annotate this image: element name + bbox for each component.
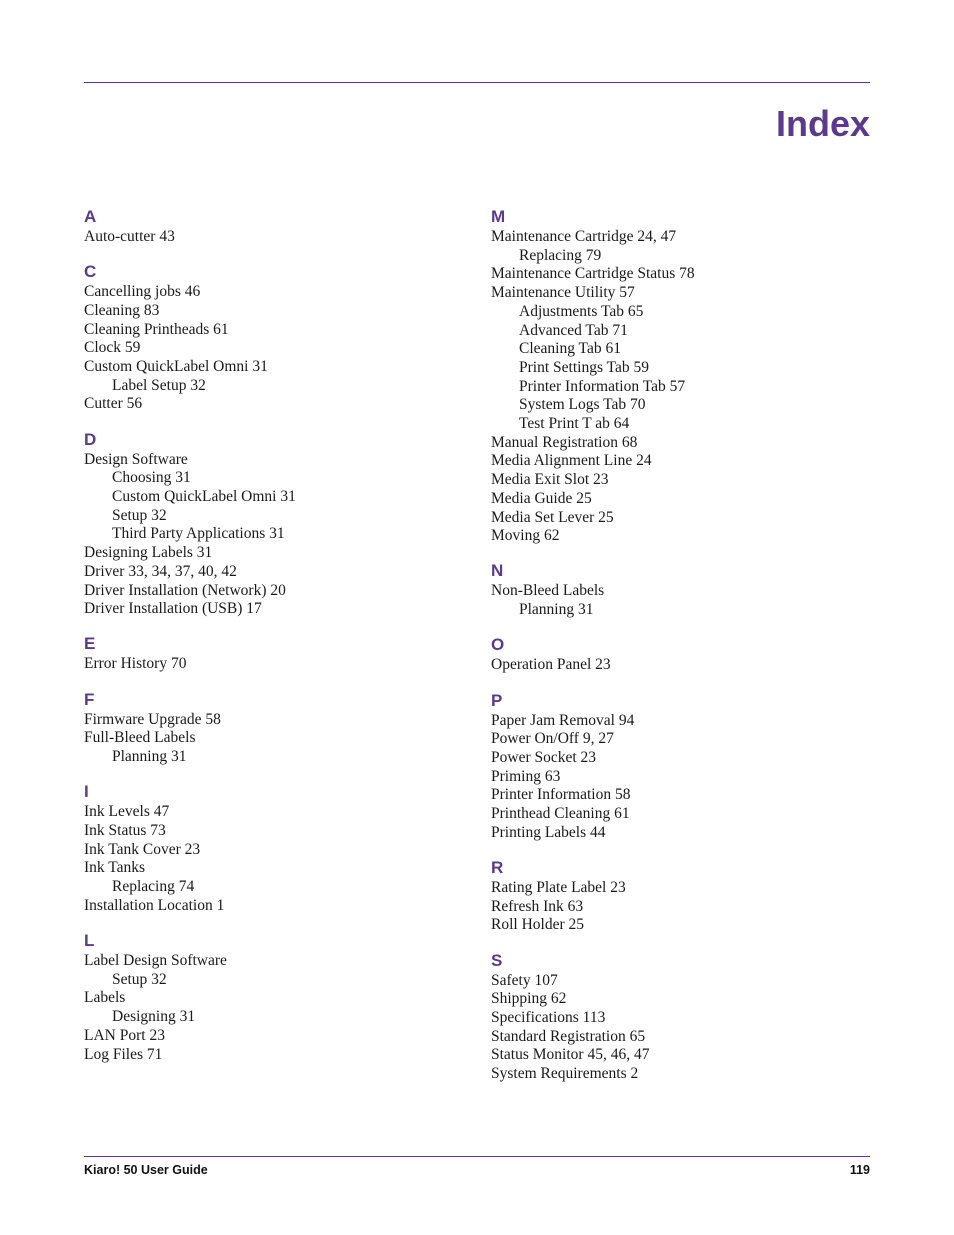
section-letter: P: [491, 690, 503, 710]
index-subentry: Label Setup 32: [112, 376, 206, 394]
index-entry: Priming 63: [491, 767, 561, 785]
section-letter: I: [84, 782, 89, 802]
section-letter: F: [84, 689, 95, 709]
index-entry: Operation Panel 23: [491, 656, 611, 674]
index-entry: Power Socket 23: [491, 748, 597, 766]
index-entry: Moving 62: [491, 527, 560, 545]
index-subentry: System Logs Tab 70: [519, 396, 646, 414]
index-subentry: Print Settings Tab 59: [519, 358, 649, 376]
footer-rule: [84, 1156, 870, 1157]
section-letter: C: [84, 262, 97, 282]
index-entry: Error History 70: [84, 655, 187, 673]
index-entry: Ink Levels 47: [84, 803, 170, 821]
index-entry: Labels: [84, 989, 126, 1007]
index-subentry: Adjustments Tab 65: [519, 302, 644, 320]
index-entry: Safety 107: [491, 971, 558, 989]
index-entry: Refresh Ink 63: [491, 897, 584, 915]
index-section-c: [84, 261, 464, 414]
index-entry: Cleaning 83: [84, 301, 160, 319]
index-entry: Roll Holder 25: [491, 916, 584, 934]
index-entry: Driver Installation (Network) 20: [84, 581, 286, 599]
index-entry: Cutter 56: [84, 395, 143, 413]
index-entry: Shipping 62: [491, 990, 567, 1008]
index-section-a: [84, 206, 464, 247]
section-letter: A: [84, 207, 97, 226]
index-entry: Design Software: [84, 450, 188, 468]
section-letter: S: [491, 950, 503, 970]
index-subentry: Setup 32: [112, 970, 167, 988]
index-entry: Standard Registration 65: [491, 1027, 646, 1045]
index-subentry: Planning 31: [519, 601, 594, 619]
index-section-r: [491, 857, 871, 935]
index-entry: Maintenance Cartridge Status 78: [491, 265, 695, 283]
section-letter: O: [491, 635, 505, 655]
index-entry: Media Set Lever 25: [491, 508, 614, 526]
index-section-i: [84, 781, 464, 915]
page-title: Index: [775, 103, 870, 144]
index-entry: Maintenance Cartridge 24, 47: [491, 228, 677, 245]
index-entry: Auto-cutter 43: [84, 228, 175, 245]
index-section-n: [491, 560, 871, 619]
index-subentry: Replacing 79: [519, 246, 602, 264]
index-entry: Firmware Upgrade 58: [84, 710, 221, 728]
footer-page-number: 119: [849, 1163, 870, 1177]
index-entry: Custom QuickLabel Omni 31: [84, 358, 268, 376]
index-entry: System Requirements 2: [491, 1065, 639, 1083]
index-entry: Driver Installation (USB) 17: [84, 600, 262, 618]
index-subentry: Custom QuickLabel Omni 31: [112, 488, 296, 506]
section-letter: L: [84, 930, 95, 950]
footer-doc-title: Kiaro! 50 User Guide: [84, 1163, 208, 1177]
section-letter: D: [84, 429, 97, 449]
index-entry: Power On/Off 9, 27: [491, 730, 614, 748]
index-section-f: [84, 689, 464, 767]
index-section-m: [491, 206, 871, 546]
index-entry: Maintenance Utility 57: [491, 284, 635, 302]
index-entry: Non-Bleed Labels: [491, 582, 605, 600]
index-column-right: [491, 206, 871, 1098]
index-section-d: [84, 429, 464, 619]
index-entry: Printer Information 58: [491, 786, 631, 804]
index-column-left: [84, 206, 464, 1079]
index-entry: Printing Labels 44: [491, 823, 606, 841]
index-entry: Ink Tanks: [84, 859, 146, 877]
index-section-s: [491, 950, 871, 1084]
index-entry: LAN Port 23: [84, 1026, 165, 1044]
index-entry: Rating Plate Label 23: [491, 878, 626, 896]
index-entry: Full-Bleed Labels: [84, 729, 196, 747]
index-section-o: [491, 634, 871, 675]
index-subentry: Test Print T ab 64: [519, 415, 630, 433]
index-section-p: [491, 690, 871, 843]
index-entry: Paper Jam Removal 94: [491, 711, 635, 729]
index-subentry: Planning 31: [112, 748, 187, 766]
index-entry: Media Exit Slot 23: [491, 471, 609, 489]
index-entry: Installation Location 1: [84, 896, 225, 914]
index-entry: Media Guide 25: [491, 489, 592, 507]
index-entry: Label Design Software: [84, 951, 227, 969]
section-letter: M: [491, 207, 506, 226]
index-subentry: Replacing 74: [112, 878, 195, 896]
section-letter: E: [84, 634, 96, 654]
header-rule: [84, 82, 870, 83]
index-entry: Manual Registration 68: [491, 433, 638, 451]
index-subentry: Third Party Applications 31: [112, 525, 285, 543]
index-entry: Status Monitor 45, 46, 47: [491, 1046, 650, 1064]
index-entry: Clock 59: [84, 339, 141, 357]
index-subentry: Advanced Tab 71: [519, 321, 628, 339]
index-entry: Printhead Cleaning 61: [491, 805, 630, 823]
index-entry: Designing Labels 31: [84, 544, 213, 562]
index-subentry: Printer Information Tab 57: [519, 377, 686, 395]
index-entry: Ink Tank Cover 23: [84, 840, 201, 858]
index-subentry: Cleaning Tab 61: [519, 340, 621, 358]
index-entry: Ink Status 73: [84, 821, 166, 839]
index-entry: Specifications 113: [491, 1009, 606, 1026]
section-letter: R: [491, 857, 504, 877]
index-subentry: Setup 32: [112, 506, 167, 524]
index-entry: Media Alignment Line 24: [491, 452, 652, 470]
section-letter: N: [491, 561, 504, 581]
index-entry: Driver 33, 34, 37, 40, 42: [84, 562, 237, 580]
index-entry: Log Files 71: [84, 1045, 163, 1063]
index-subentry: Designing 31: [112, 1008, 196, 1026]
index-entry: Cleaning Printheads 61: [84, 320, 229, 338]
index-entry: Cancelling jobs 46: [84, 283, 201, 301]
index-subentry: Choosing 31: [112, 469, 191, 487]
index-section-l: [84, 930, 464, 1064]
index-section-e: [84, 633, 464, 674]
